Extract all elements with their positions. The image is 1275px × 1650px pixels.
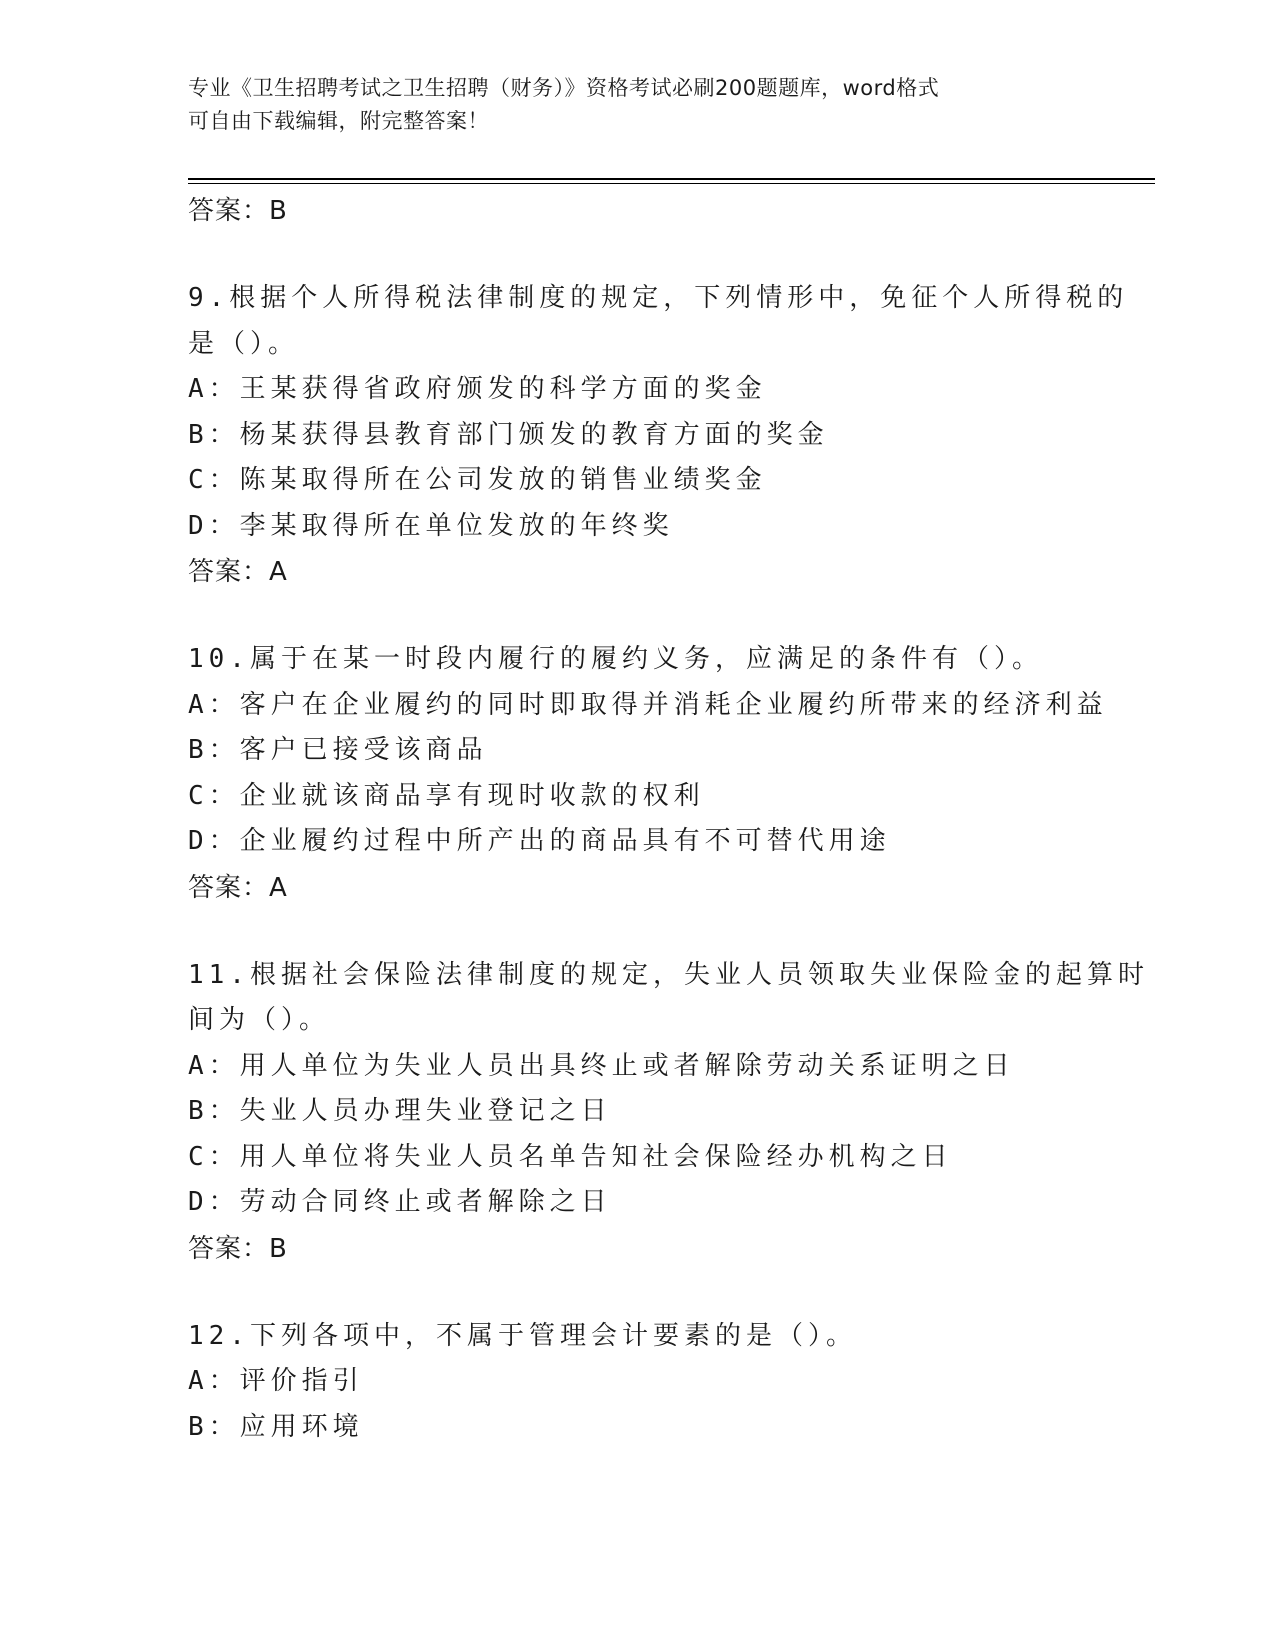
question-stem: 是（）。 bbox=[188, 328, 300, 359]
answer: 答案：A bbox=[188, 557, 288, 587]
header-divider-thick bbox=[188, 178, 1155, 180]
question-stem: 10.属于在某一时段内履行的履约义务，应满足的条件有（）。 bbox=[188, 644, 1043, 674]
question-list bbox=[188, 188, 1148, 1450]
option-c: C：企业就该商品享有现时收款的权利 bbox=[188, 780, 705, 811]
question-stem: 12.下列各项中，不属于管理会计要素的是（）。 bbox=[188, 1320, 857, 1351]
question-10 bbox=[188, 637, 1148, 911]
option-c: C：陈某取得所在公司发放的销售业绩奖金 bbox=[188, 465, 767, 495]
option-b: B：杨某获得县教育部门颁发的教育方面的奖金 bbox=[188, 419, 829, 450]
question-11 bbox=[188, 953, 1148, 1272]
option-d: D：企业履约过程中所产出的商品具有不可替代用途 bbox=[188, 826, 891, 856]
option-c: C：用人单位将失业人员名单告知社会保险经办机构之日 bbox=[188, 1141, 953, 1172]
option-a: A：用人单位为失业人员出具终止或者解除劳动关系证明之日 bbox=[188, 1050, 1015, 1081]
option-b: B：失业人员办理失业登记之日 bbox=[188, 1096, 612, 1126]
header-divider-thin bbox=[188, 183, 1155, 184]
option-b: B：应用环境 bbox=[188, 1411, 364, 1442]
question-stem: 9.根据个人所得税法律制度的规定，下列情形中，免征个人所得税的 bbox=[188, 283, 1129, 313]
answer: 答案：B bbox=[188, 1233, 288, 1264]
question-9 bbox=[188, 276, 1148, 595]
option-a: A：王某获得省政府颁发的科学方面的奖金 bbox=[188, 374, 767, 404]
question-12 bbox=[188, 1314, 1148, 1451]
spacer bbox=[188, 595, 1148, 637]
question-stem: 间为（）。 bbox=[188, 1005, 331, 1035]
previous-answer: 答案：B bbox=[188, 196, 288, 226]
question-stem: 11.根据社会保险法律制度的规定，失业人员领取失业保险金的起算时 bbox=[188, 959, 1149, 990]
header-line-2: 可自由下载编辑，附完整答案！ bbox=[188, 109, 489, 133]
option-a: A：客户在企业履约的同时即取得并消耗企业履约所带来的经济利益 bbox=[188, 689, 1108, 720]
option-d: D：劳动合同终止或者解除之日 bbox=[188, 1187, 612, 1217]
page-header bbox=[188, 72, 1088, 138]
spacer bbox=[188, 911, 1148, 953]
header-line-1: 专业《卫生招聘考试之卫生招聘（财务）》资格考试必刷200题题库，word格式 bbox=[188, 76, 940, 100]
spacer bbox=[188, 234, 1148, 276]
spacer bbox=[188, 1272, 1148, 1314]
answer: 答案：A bbox=[188, 872, 288, 903]
option-b: B：客户已接受该商品 bbox=[188, 735, 488, 765]
option-d: D：李某取得所在单位发放的年终奖 bbox=[188, 510, 674, 541]
option-a: A：评价指引 bbox=[188, 1366, 364, 1396]
